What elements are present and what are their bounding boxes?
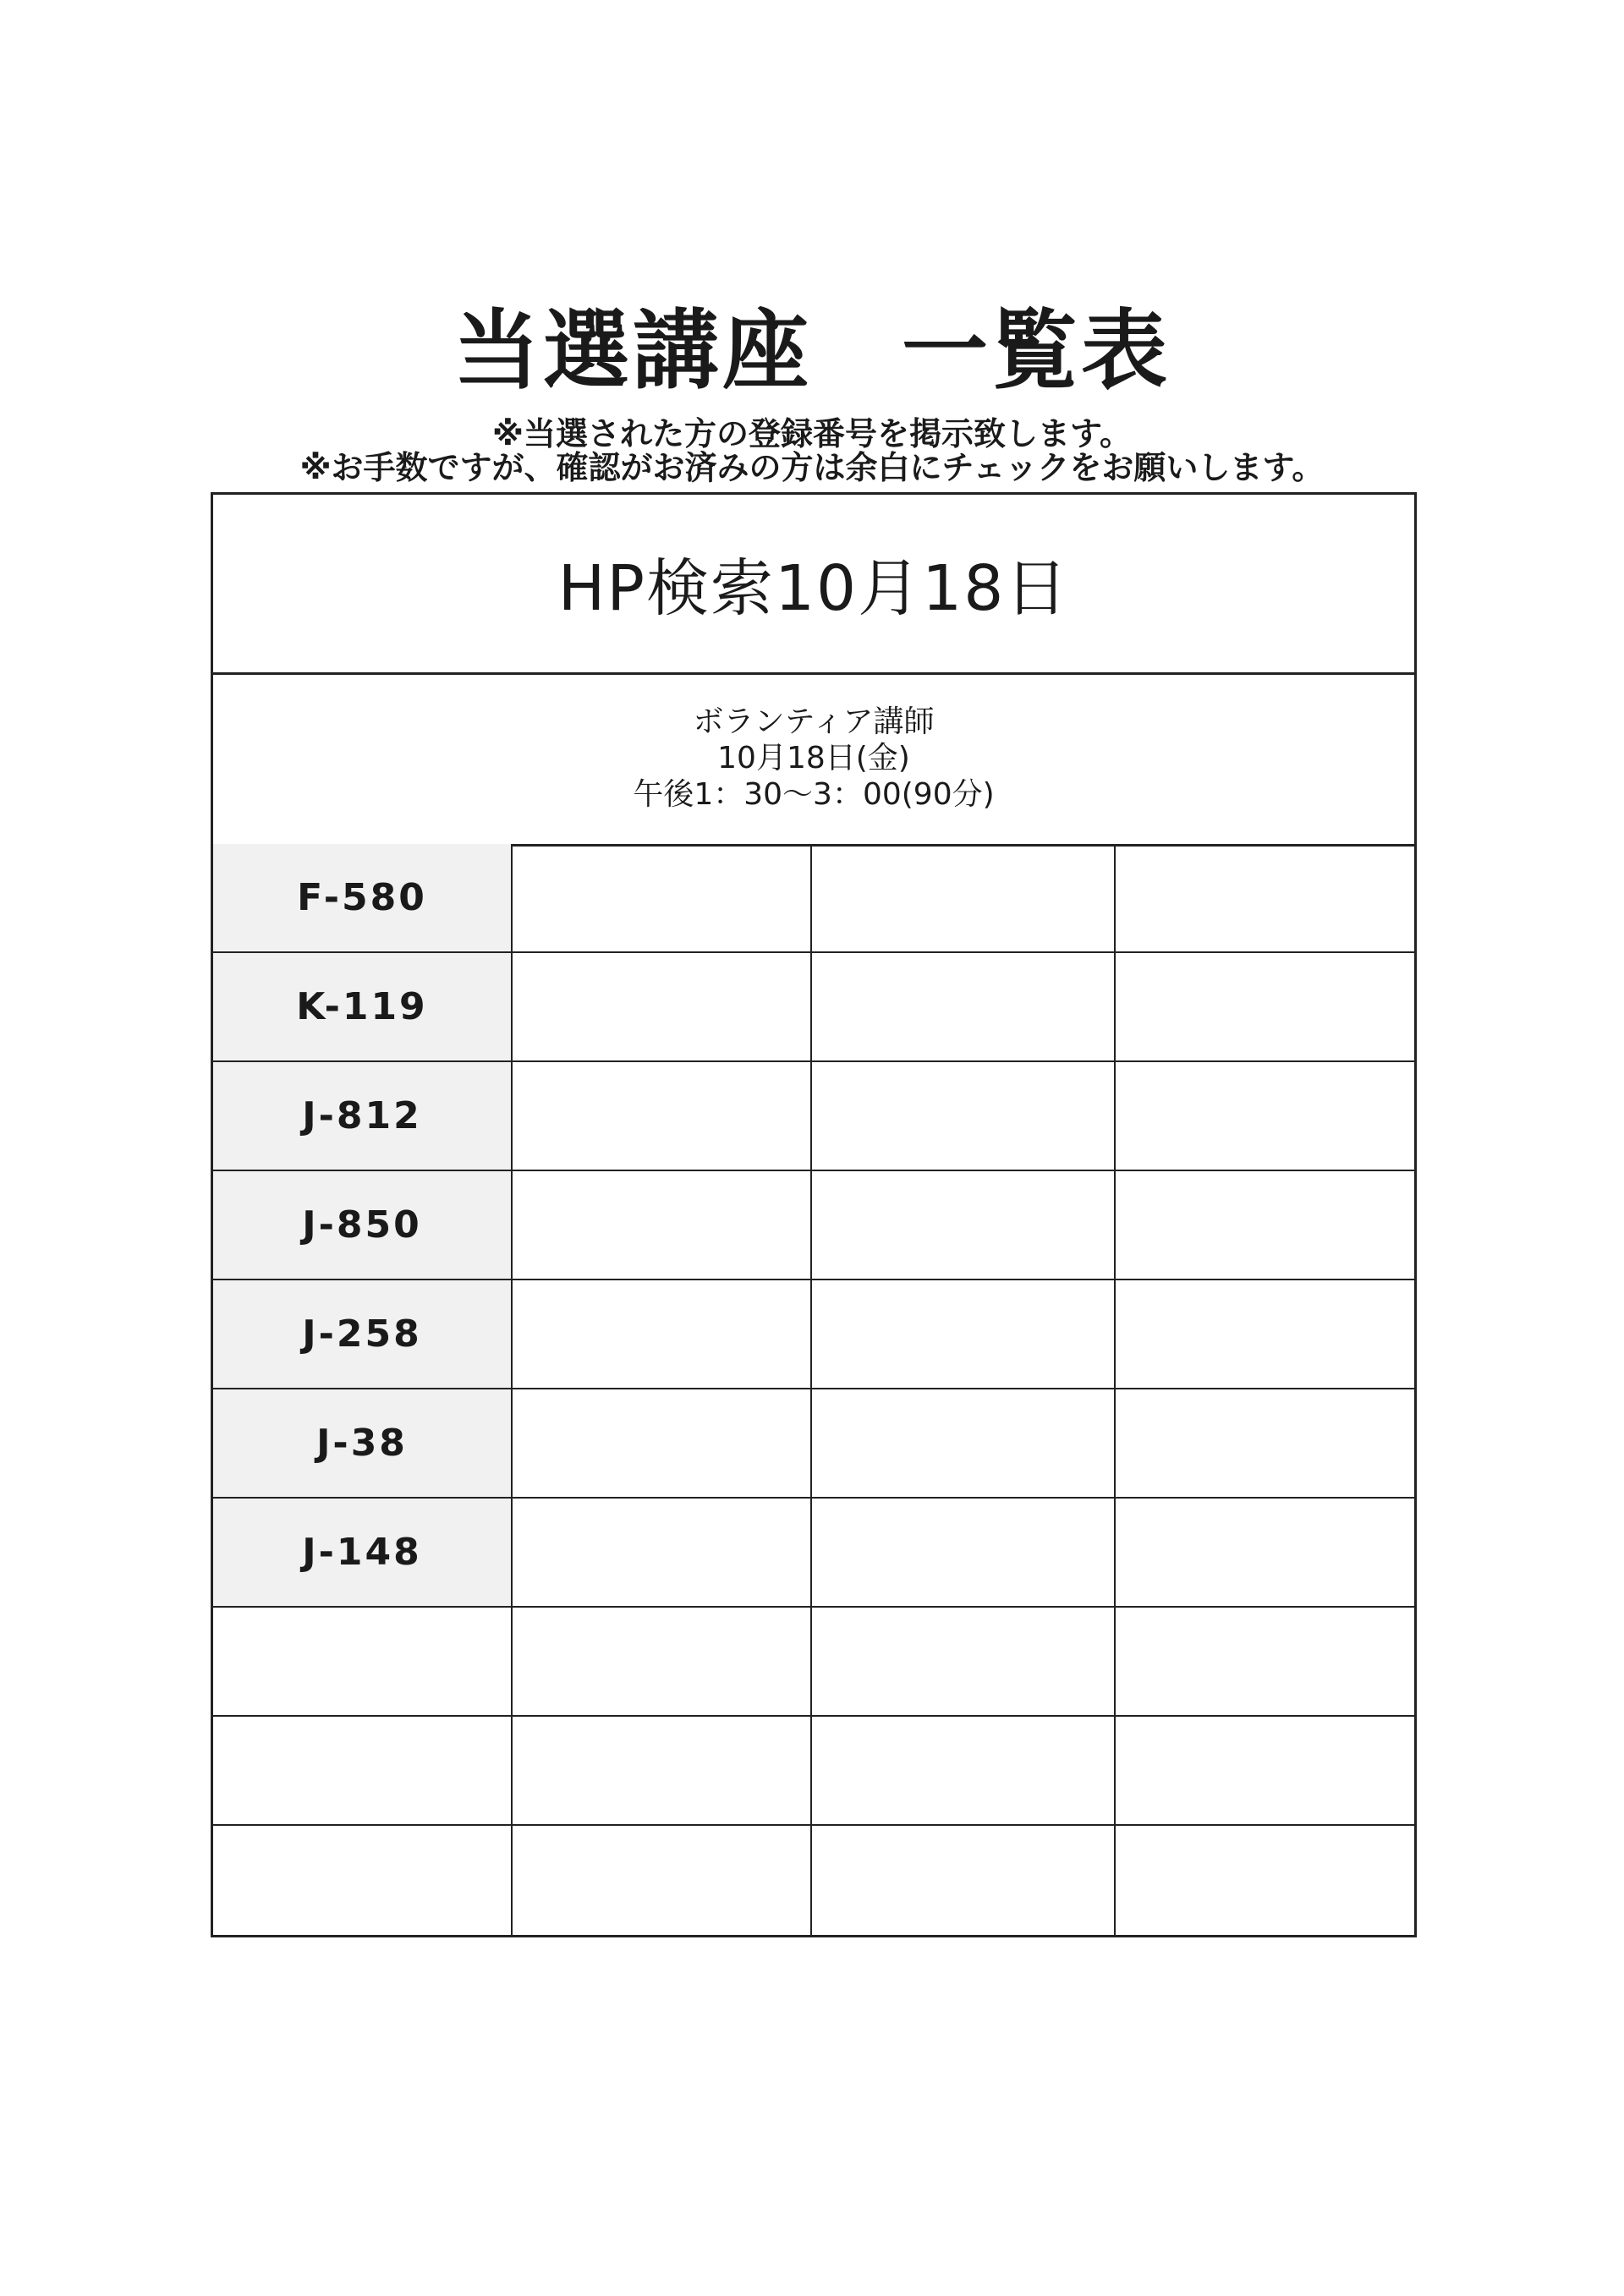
check-cell	[513, 1717, 812, 1826]
check-cell	[812, 1062, 1116, 1171]
check-cell	[513, 1280, 812, 1389]
header-title: HP検索10月18日	[557, 552, 1070, 625]
course-date: 10月18日(金)	[717, 740, 910, 775]
check-cell	[812, 1608, 1116, 1717]
course-info	[213, 672, 1414, 847]
registration-number-cell: J-850	[213, 1171, 513, 1280]
registration-number-table	[213, 844, 1414, 1935]
check-cell	[1116, 953, 1414, 1062]
check-cell	[513, 1171, 812, 1280]
registration-number-cell	[213, 1608, 513, 1717]
registration-number-cell	[213, 1717, 513, 1826]
check-cell	[513, 844, 812, 953]
check-cell	[812, 1171, 1116, 1280]
check-cell	[812, 1280, 1116, 1389]
check-cell	[1116, 1280, 1414, 1389]
check-cell	[812, 953, 1116, 1062]
check-cell	[812, 1499, 1116, 1608]
registration-number-cell: F-580	[213, 844, 513, 953]
registration-number-cell: J-258	[213, 1280, 513, 1389]
check-cell	[1116, 1389, 1414, 1499]
check-cell	[812, 1717, 1116, 1826]
check-cell	[1116, 1826, 1414, 1935]
check-cell	[812, 844, 1116, 953]
notice-line-2: ※お手数ですが、確認がお済みの方は余白にチェックをお願いします。	[299, 449, 1325, 486]
check-cell	[1116, 1499, 1414, 1608]
check-cell	[513, 1499, 812, 1608]
check-cell	[513, 1826, 812, 1935]
header-box	[213, 495, 1414, 675]
check-cell	[1116, 1717, 1414, 1826]
registration-number-cell: J-38	[213, 1389, 513, 1499]
registration-number-cell: J-148	[213, 1499, 513, 1608]
page-title: 当選講座 一覧表	[453, 301, 1171, 402]
check-cell	[513, 1389, 812, 1499]
registration-number-cell: K-119	[213, 953, 513, 1062]
registration-number-cell	[213, 1826, 513, 1935]
check-cell	[812, 1389, 1116, 1499]
winning-list-board	[211, 492, 1417, 1937]
registration-number-cell: J-812	[213, 1062, 513, 1171]
check-cell	[1116, 1608, 1414, 1717]
notice-line-1: ※当選された方の登録番号を掲示致します。	[492, 415, 1132, 452]
check-cell	[1116, 1171, 1414, 1280]
course-time: 午後1：30〜3：00(90分)	[633, 777, 995, 813]
check-cell	[1116, 1062, 1414, 1171]
check-cell	[812, 1826, 1116, 1935]
check-cell	[513, 1062, 812, 1171]
check-cell	[1116, 844, 1414, 953]
check-cell	[513, 953, 812, 1062]
course-name: ボランティア講師	[693, 704, 935, 739]
check-cell	[513, 1608, 812, 1717]
